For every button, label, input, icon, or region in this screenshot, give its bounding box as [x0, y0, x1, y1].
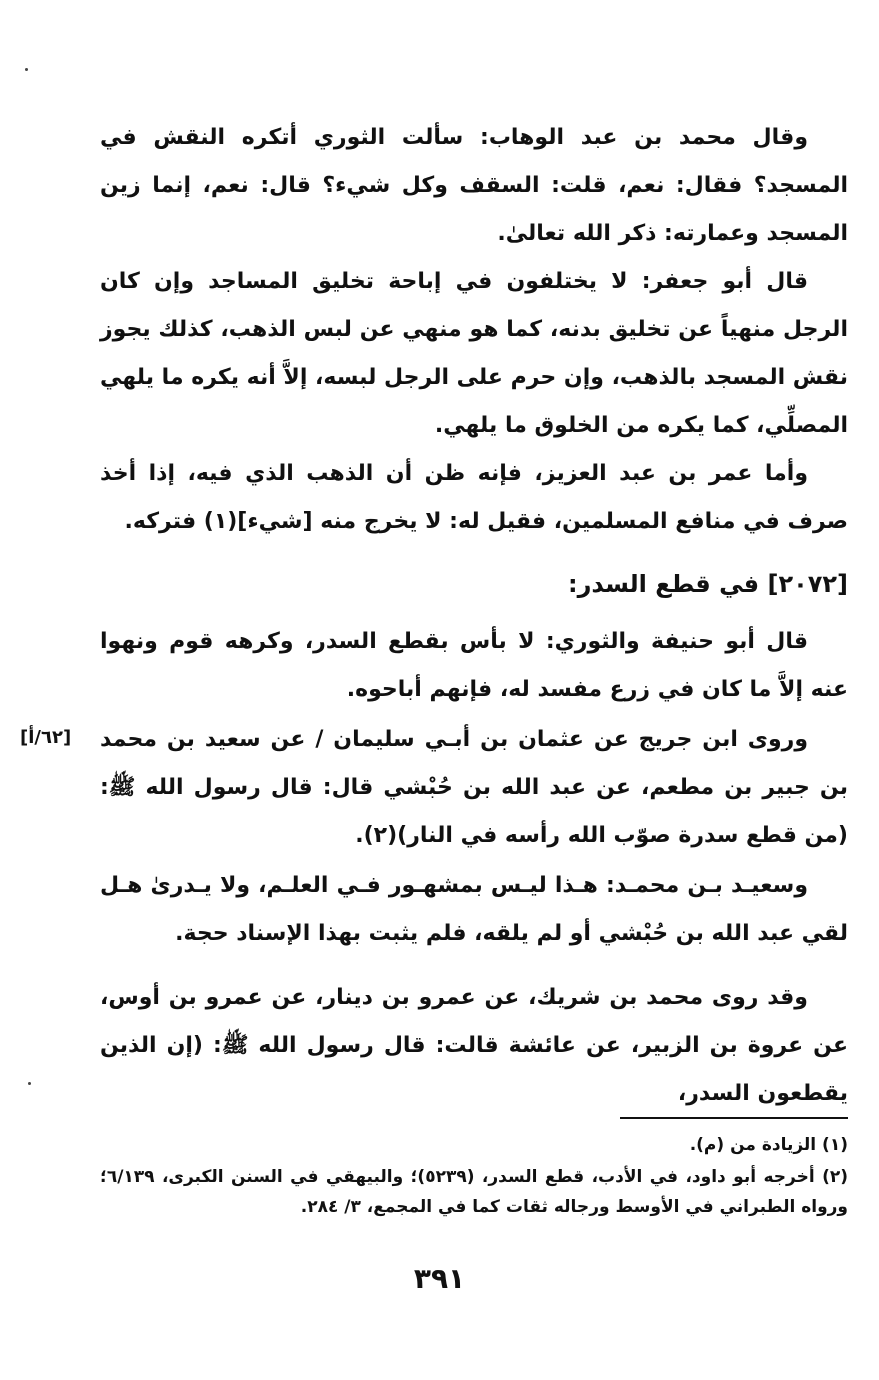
- paragraph-4: قال أبو حنيفة والثوري: لا بأس بقطع السدر، وكرهه قوم ونهوا عنه إلاَّ ما كان في زرع مفسد له، فإنهم أباحوه.: [100, 629, 848, 702]
- paragraph-3: وأما عمر بن عبد العزيز، فإنه ظن أن الذهب الذي فيه، إذا أخذ صرف في منافع المسلمين، فقيل له: لا يخرج منه [شيء](١) فتركه.: [100, 461, 848, 534]
- footnote-divider: [620, 1117, 848, 1119]
- section-heading: [٢٠٧٢] في قطع السدر:: [567, 570, 848, 598]
- manuscript-folio-ref: [٦٢/أ]: [20, 727, 72, 748]
- page-number: ٣٩١: [413, 1262, 466, 1295]
- footnote-1: (١) الزيادة من (م).: [689, 1135, 848, 1155]
- paragraph-1: وقال محمد بن عبد الوهاب: سألت الثوري أتكره النقش في المسجد؟ فقال: نعم، قلت: السقف وكل شيء؟ قال: نعم، إنما زين المسجد وعمارته: ذكر الله تعالىٰ.: [100, 125, 848, 246]
- scan-speck: [28, 1082, 31, 1085]
- scan-speck: [25, 68, 28, 71]
- paragraph-2: قال أبو جعفر: لا يختلفون في إباحة تخليق المساجد وإن كان الرجل منهياً عن تخليق بدنه، كما هو منهي عن لبس الذهب، كذلك يجوز نقش المسجد بالذهب، وإن حرم على الرجل لبسه، إلاَّ أنه يكره ما يلهي المصلِّي، كما يكره من الخلوق ما يلهي.: [100, 269, 848, 438]
- paragraph-6: وسعيـد بـن محمـد: هـذا ليـس بمشهـور فـي العلـم، ولا يـدرىٰ هـل لقي عبد الله بن حُبْشي أو لم يلقه، فلم يثبت بهذا الإسناد حجة.: [100, 873, 848, 946]
- footnote-2: (٢) أخرجه أبو داود، في الأدب، قطع السدر، (٥٢٣٩)؛ والبيهقي في السنن الكبرى، ٦/١٣٩؛ ورواه الطبراني في الأوسط ورجاله ثقات كما في المجمع، ٣/ ٢٨٤.: [100, 1167, 849, 1217]
- paragraph-5: وروى ابن جريج عن عثمان بن أبـي سليمان / عن سعيد بن محمد بن جبير بن مطعم، عن عبد الله بن حُبْشي قال: قال رسول الله ﷺ: (من قطع سدرة صوّب الله رأسه في النار)(٢).: [100, 727, 848, 848]
- paragraph-7: وقد روى محمد بن شريك، عن عمرو بن دينار، عن عمرو بن أوس، عن عروة بن الزبير، عن عائشة قالت: قال رسول الله ﷺ: (إن الذين يقطعون السدر،: [100, 985, 848, 1106]
